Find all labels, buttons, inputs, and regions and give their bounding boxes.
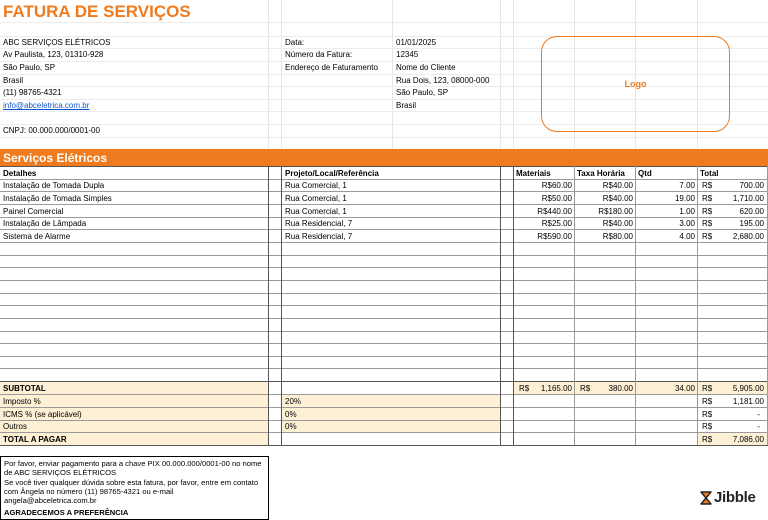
others-label: Outros [3,422,28,431]
table-line [0,368,768,369]
row-materials: R$50.00 [541,194,572,203]
table-line [0,293,768,294]
row-rate: R$180.00 [598,207,633,216]
row-rate: R$80.00 [602,232,633,241]
date-label: Data: [285,38,305,47]
tax-rate-shade [282,394,500,407]
tax-label: Imposto % [3,397,41,406]
grand-total-currency: R$ [702,435,713,444]
section-header-bar [0,149,768,166]
jibble-logo [700,489,756,506]
billing-address-label: Endereço de Faturamento [285,63,378,72]
invoice-title: FATURA DE SERVIÇOS [3,2,191,21]
icms-value: - [757,410,760,419]
company-name: ABC SERVIÇOS ELÉTRICOS [3,38,111,47]
subtotal-total-currency: R$ [702,384,713,393]
others-currency: R$ [702,422,713,431]
company-cnpj: CNPJ: 00.000.000/0001-00 [3,126,100,135]
company-country: Brasil [3,76,24,85]
row-rate: R$40.00 [602,219,633,228]
logo-placeholder[interactable] [541,36,730,132]
footer-notes [0,456,269,520]
grand-total-value: 7,086.00 [732,435,764,444]
table-line [0,280,768,281]
company-phone: (11) 98765-4321 [3,88,62,97]
table-line [0,356,768,357]
row-qty: 1.00 [679,207,695,216]
row-total: 620.00 [739,207,764,216]
icms-currency: R$ [702,410,713,419]
thanks-note: AGRADECEMOS A PREFERÊNCIA [4,508,129,517]
col-header-materials: Materiais [516,169,551,178]
contact-note: Se você tiver qualquer dúvida sobre esta fatura, por favor, entre em contato com Ângela no número (11) 98765-4321 ou e-mail angela@abceletrica.com.br [4,478,259,505]
company-city: São Paulo, SP [3,63,56,72]
client-country: Brasil [396,101,417,110]
others-value: - [757,422,760,431]
client-city: São Paulo, SP [396,88,449,97]
row-qty: 3.00 [679,219,695,228]
row-currency: R$ [702,219,713,228]
logo-label: Logo [624,79,647,89]
row-qty: 19.00 [674,194,695,203]
client-name: Nome do Cliente [396,63,456,72]
row-qty: 7.00 [679,181,695,190]
table-line [0,445,768,446]
row-currency: R$ [702,181,713,190]
row-project: Rua Comercial, 1 [285,181,347,190]
row-total: 1,710.00 [732,194,764,203]
row-total: 2,680.00 [732,232,764,241]
subtotal-rate: 380.00 [608,384,633,393]
table-line [697,166,698,445]
row-currency: R$ [702,207,713,216]
client-address: Rua Dois, 123, 08000-000 [396,76,490,85]
col-header-total: Total [700,169,719,178]
row-details: Instalação de Tomada Simples [3,194,112,203]
row-project: Rua Comercial, 1 [285,207,347,216]
table-line [0,267,768,268]
date-value: 01/01/2025 [396,38,437,47]
invoice-number-value: 12345 [396,50,419,59]
table-line [0,432,768,433]
icms-rate[interactable]: 0% [285,410,297,419]
tax-value: 1,181.00 [732,397,764,406]
subtotal-qty: 34.00 [674,384,695,393]
icms-rate-shade [282,407,500,420]
others-rate[interactable]: 0% [285,422,297,431]
table-line [0,331,768,332]
tax-rate[interactable]: 20% [285,397,302,406]
col-header-rate: Taxa Horária [577,169,625,178]
subtotal-materials-currency: R$ [519,384,530,393]
row-currency: R$ [702,232,713,241]
subtotal-label: SUBTOTAL [3,384,46,393]
row-project: Rua Residencial, 7 [285,232,353,241]
icms-label: ICMS % (se aplicável) [3,410,82,419]
table-line [0,407,768,408]
subtotal-rate-currency: R$ [580,384,591,393]
row-total: 700.00 [739,181,764,190]
row-materials: R$440.00 [537,207,572,216]
tax-currency: R$ [702,397,713,406]
row-project: Rua Residencial, 7 [285,219,353,228]
table-line [0,318,768,319]
table-line [0,255,768,256]
invoice-number-label: Número da Fatura: [285,50,353,59]
col-header-details: Detalhes [3,169,37,178]
table-line [500,166,501,445]
subtotal-materials: 1,165.00 [540,384,572,393]
payment-note: Por favor, enviar pagamento para a chave PIX 00.000.000/0001-00 no nome de ABC SERVIÇOS ELÉTRICOS [4,459,262,477]
subtotal-total: 5,905.00 [732,384,764,393]
others-shade [0,420,268,433]
grid-line [0,137,768,138]
table-line [0,343,768,344]
grand-total-label: TOTAL A PAGAR [3,435,67,444]
row-details: Instalação de Tomada Dupla [3,181,105,190]
jibble-wordmark: Jibble [714,489,756,506]
row-materials: R$590.00 [537,232,572,241]
row-currency: R$ [702,194,713,203]
row-details: Painel Comercial [3,207,64,216]
hourglass-icon [700,491,712,505]
company-email-link[interactable]: info@abceletrica.com.br [3,101,90,110]
others-rate-shade [282,420,500,433]
row-rate: R$40.00 [602,181,633,190]
row-materials: R$25.00 [541,219,572,228]
col-header-qty: Qtd [638,169,652,178]
table-line [268,166,269,445]
row-project: Rua Comercial, 1 [285,194,347,203]
col-header-project: Projeto/Local/Referência [285,169,379,178]
row-details: Instalação de Lâmpada [3,219,87,228]
table-line [0,381,768,382]
table-line [281,166,282,445]
row-total: 195.00 [739,219,764,228]
company-address: Av Paulista, 123, 01310-928 [3,50,104,59]
table-line [0,305,768,306]
row-rate: R$40.00 [602,194,633,203]
section-title: Serviços Elétricos [3,151,108,165]
row-details: Sistema de Alarme [3,232,71,241]
row-qty: 4.00 [679,232,695,241]
table-line [0,420,768,421]
row-materials: R$60.00 [541,181,572,190]
table-line [0,166,768,167]
